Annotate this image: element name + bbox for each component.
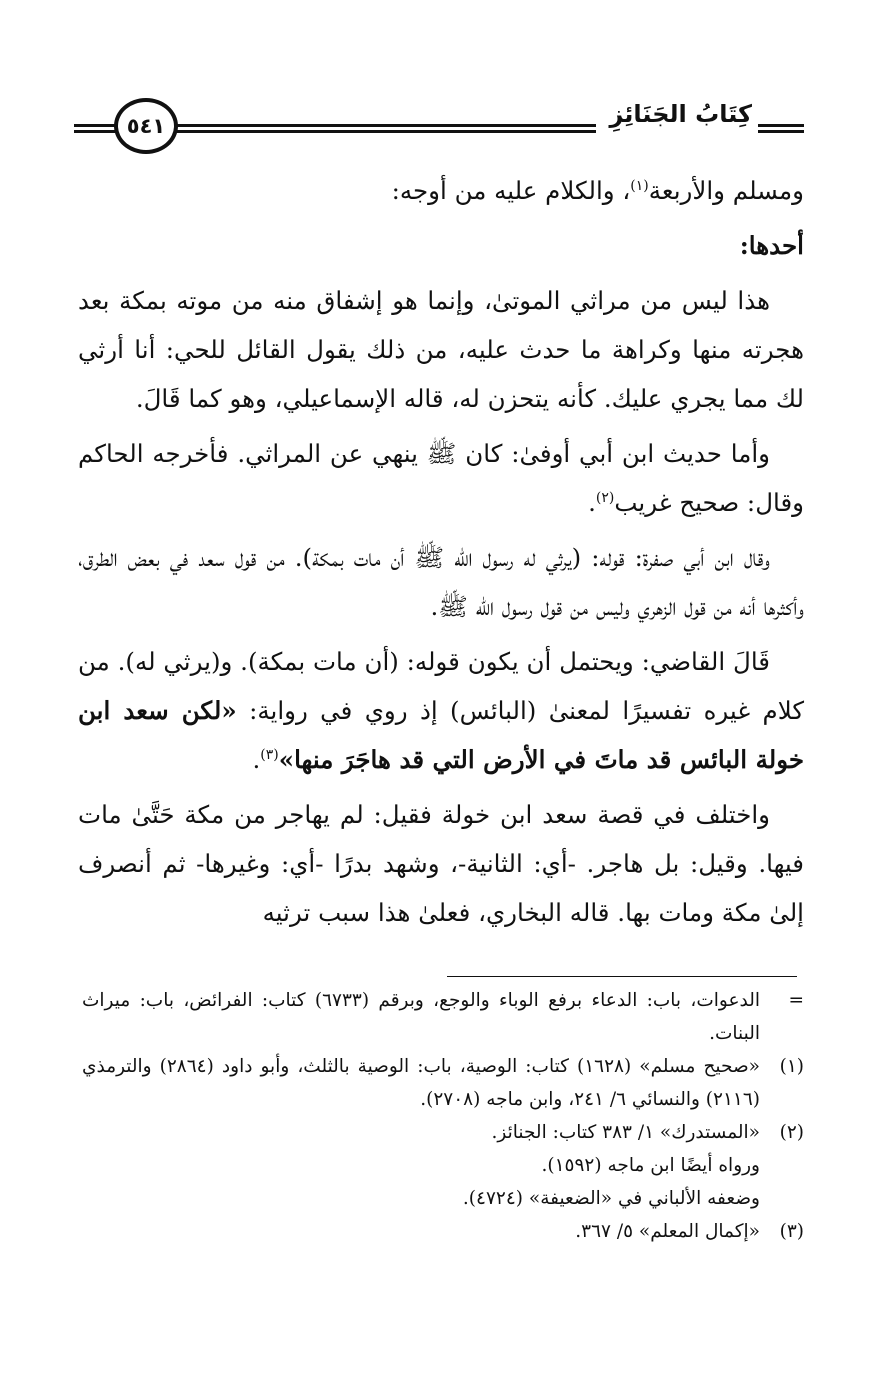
page-header [74, 96, 804, 160]
footnotes [82, 984, 804, 1248]
footnote-number: (١) [779, 1056, 804, 1077]
text-run: ، والكلام عليه من أوجه: [391, 176, 631, 205]
footnote-number: (٣) [779, 1221, 804, 1242]
text-run: . [252, 745, 261, 774]
footnote-line: «المستدرك» ١/ ٣٨٣ كتاب: الجنائز. [491, 1122, 760, 1143]
footnote-ref: (١) [630, 177, 649, 194]
footnote-text [82, 1050, 760, 1116]
paragraph [78, 166, 804, 215]
footnote-line: وضعفه الألباني في «الضعيفة» (٤٧٢٤). [462, 1188, 760, 1209]
footnote-ref: (٢) [595, 489, 615, 506]
text-run: قَالَ القاضي: ويحتمل أن يكون قوله: (أن مات بمكة). و(يرثي له). من كلام غيره تفسيرًا لمعنىٰ (البائس) إذ روي في رواية: [78, 647, 804, 725]
paragraph: واختلف في قصة سعد ابن خولة فقيل: لم يهاجر من مكة حَتَّىٰ مات فيها. وقيل: بل هاجر. -أي: الثانية-، وشهد بدرًا -أي: وغيرها- ثم أنصرف إلىٰ مكة ومات بها. قاله البخاري، فعلىٰ هذا سبب ترثيه [78, 800, 804, 927]
footnote-text [82, 1215, 760, 1248]
footnote-text [82, 1116, 760, 1215]
footnote-line: «صحيح مسلم» (١٦٢٨) كتاب: الوصية، باب: الوصية بالثلث، وأبو داود (٢٨٦٤) والترمذي (٢١١٦) والنسائي ٦/ ٢٤١، وابن ماجه (٢٧٠٨). [82, 1056, 760, 1110]
paragraph [78, 637, 804, 784]
footnote-separator [447, 976, 797, 977]
footnote [82, 984, 804, 1050]
footnote-line: ورواه أيضًا ابن ماجه (١٥٩٢). [541, 1155, 760, 1176]
footnote-line: «إكمال المعلم» ٥/ ٣٦٧. [575, 1221, 760, 1242]
page-number: ٥٤١ [114, 98, 178, 154]
header-rule-left [74, 124, 118, 127]
header-rule [174, 130, 596, 133]
header-rule-right [758, 130, 804, 133]
text-run: وأما حديث ابن أبي أوفىٰ: كان ﷺ ينهي عن المراثي. فأخرجه الحاكم وقال: صحيح غريب [78, 439, 804, 517]
footnote [82, 1116, 804, 1215]
paragraph: هذا ليس من مراثي الموتىٰ، وإنما هو إشفاق منه من موته بمكة بعد هجرته منها وكراهة ما حدث عليه، من ذلك يقول القائل للحي: أنا أرثي لك مما يجري عليك. كأنه يتحزن له، قاله الإسماعيلي، وهو كما قَالَ. [78, 286, 804, 413]
paragraph: وقال ابن أبي صفرة: قوله: (يرثي له رسول الله ﷺ أن مات بمكة). من قول سعد في بعض الطرق، وأكثرها أنه من قول الزهري وليس من قول رسول الله ﷺ. [78, 543, 804, 621]
header-rule [174, 124, 596, 127]
footnote-number: = [788, 990, 804, 1011]
footnote [82, 1215, 804, 1248]
footnote [82, 1050, 804, 1116]
paragraph [78, 429, 804, 527]
header-rule-left [74, 130, 118, 133]
section-heading: أحدها: [739, 231, 804, 260]
footnote-text [82, 984, 760, 1050]
footnote-ref: (٣) [260, 746, 279, 763]
chapter-title: كِتَابُ الجَنَائِزِ [609, 100, 752, 128]
quoted-narration: «لكن سعد ابن خولة البائس قد ماتَ في الأرض التي قد هاجَرَ منها» [78, 696, 804, 774]
footnote-line: الدعوات، باب: الدعاء برفع الوباء والوجع، وبرقم (٦٧٣٣) كتاب: الفرائض، باب: ميراث البنات. [82, 990, 761, 1044]
footnote-number: (٢) [779, 1122, 804, 1143]
header-rule-right [758, 124, 804, 127]
text-run: . [588, 488, 596, 517]
text-run: ومسلم والأربعة [648, 176, 804, 205]
main-text [78, 166, 804, 943]
